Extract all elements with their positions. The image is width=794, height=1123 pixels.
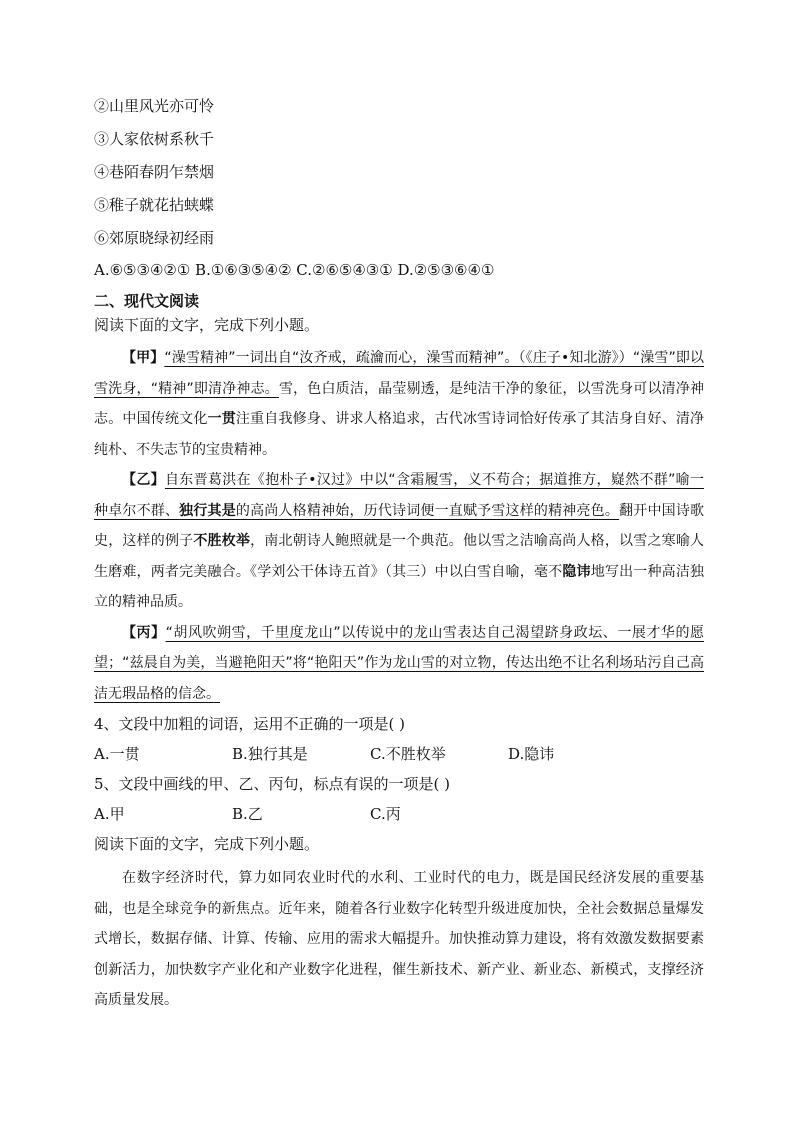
question-4-stem: 4、文段中加粗的词语，运用不正确的一项是( ) [94, 715, 406, 733]
text: 翻开中国诗歌史，这样的例子 [94, 502, 705, 549]
question-4-options [94, 739, 704, 769]
poem-line: ④巷陌春阴乍禁烟 [94, 163, 215, 181]
text: 的高尚人格精神始，历代诗词便一直赋予雪这样的精神亮色。 [235, 502, 620, 519]
option-b: B.独行其是 [232, 745, 308, 763]
paragraph-mark: 【甲】 [122, 350, 165, 366]
reading-instruction: 阅读下面的文字，完成下列小题。 [94, 316, 320, 334]
paragraph-mark: 【丙】 [122, 624, 166, 641]
paragraph-yi [94, 465, 704, 618]
poem-line: ⑥郊原晓绿初经雨 [94, 229, 215, 247]
bold-word: 一贯 [207, 411, 236, 427]
bold-word: 不胜枚举 [193, 533, 251, 549]
q3-options: A.⑥⑤③④②① B.①⑥③⑤④② C.②⑥⑤④③① D.②⑤③⑥④① [94, 261, 495, 279]
reading-instruction: 阅读下面的文字，完成下列小题。 [94, 835, 320, 853]
question-5-options [94, 799, 704, 829]
text: 地写出一种高洁独立的精神品质。 [94, 563, 705, 610]
text: 注重自我修身、讲求人格追求，古代冰雪诗词恰好传承了其洁身自好、清净纯朴、不失志节的宝贵精神。 [94, 411, 705, 458]
underlined-sentence-bing: “胡风吹朔雪，千里度龙山”以传说中的龙山雪表达自己渴望跻身政坛、一展才华的愿望；“兹晨自为美，当避艳阳天”将“艳阳天”作为龙山雪的对立物，传达出绝不让名利场玷污自己高洁无瑕品格的信念。 [94, 624, 705, 702]
section-title: 二、现代文阅读 [94, 292, 200, 310]
paragraph-jia [94, 343, 704, 465]
poem-line: ②山里风光亦可怜 [94, 97, 215, 115]
text: 雪，色白质洁，晶莹剔透，是纯洁干净的象征，以雪洗身可以清净神志。中国传统文化 [94, 380, 704, 427]
bold-word: 隐讳 [562, 563, 591, 580]
bold-word: 独行其是 [179, 502, 236, 519]
underlined-sentence-yi [94, 472, 704, 519]
option-a: A.一贯 [94, 745, 140, 763]
paragraph-computing-power: 在数字经济时代，算力如同农业时代的水利、工业时代的电力，既是国民经济发展的重要基础，也是全球竞争的新焦点。近年来，随着各行业数字化转型升级进度加快，全社会数据总量爆发式增长，数据存储、计算、传输、应用的需求大幅提升。加快推动算力建设，将有效激发数据要素创新活力，加快数字产业化和产业数字化进程，催生新技术、新产业、新业态、新模式，支撑经济高质量发展。 [94, 870, 704, 1008]
option-d: D.隐讳 [508, 745, 555, 763]
question-5-stem: 5、文段中画线的甲、乙、丙句，标点有误的一项是( ) [94, 775, 451, 793]
underlined-sentence-jia: “澡雪精神”一词出自“汝齐戒，疏瀹而心，澡雪而精神”。（《庄子•知北游》）“澡雪”即以雪洗身，“精神”即清净神志。 [94, 350, 705, 397]
text: ，南北朝诗人鲍照就是一个典范。他以雪之洁喻高尚人格，以雪之寒喻人生磨难，两者完美融合。《学刘公干体诗五首》（其三）中以白雪自喻，毫不 [94, 533, 705, 580]
paragraph-bing [94, 618, 704, 710]
text: 自东晋葛洪在《抱朴子•汉过》中以“含霜履雪，义不苟合；据道推方，嶷然不群”喻一种卓尔不群、 [94, 472, 704, 519]
option-b: B.乙 [232, 805, 263, 823]
poem-line: ⑤稚子就花拈蛱蝶 [94, 196, 215, 214]
option-a: A.甲 [94, 805, 125, 823]
poem-line: ③人家依树系秋千 [94, 130, 215, 148]
option-c: C.丙 [370, 805, 401, 823]
poem-line-list [94, 90, 704, 255]
paragraph-mark: 【乙】 [122, 472, 165, 488]
option-c: C.不胜枚举 [370, 745, 446, 763]
document-page [94, 90, 704, 1016]
